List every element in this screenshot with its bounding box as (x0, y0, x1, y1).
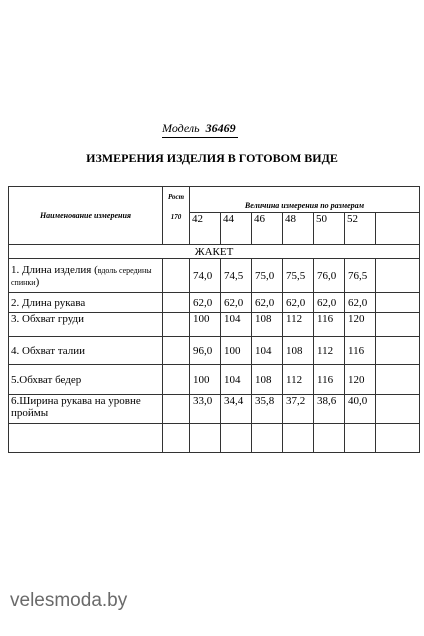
row-name-note: вдоль середины спинки (11, 265, 152, 287)
table-row (9, 313, 420, 337)
row-name: 2. Длина рукава (9, 293, 163, 313)
watermark: velesmoda.by (10, 590, 128, 611)
rost-cell (163, 259, 190, 293)
value-cell: 116 (314, 313, 345, 337)
rost-cell (163, 293, 190, 313)
rost-cell (163, 313, 190, 337)
size-cell: 46 (252, 213, 283, 245)
empty-cell (314, 424, 345, 453)
table-row (9, 337, 420, 365)
value-cell: 62,0 (221, 293, 252, 313)
size-cell: 50 (314, 213, 345, 245)
value-cell: 75,5 (283, 259, 314, 293)
size-cell: 42 (190, 213, 221, 245)
empty-cell (221, 424, 252, 453)
model-label (162, 121, 236, 136)
value-cell: 38,6 (314, 395, 345, 424)
value-cell: 112 (314, 337, 345, 365)
section-row (9, 245, 420, 259)
value-cell: 104 (221, 365, 252, 395)
row-name (9, 259, 163, 293)
value-cell: 108 (252, 313, 283, 337)
value-cell: 100 (190, 365, 221, 395)
empty-cell (376, 424, 420, 453)
row-name: 5.Обхват бедер (9, 365, 163, 395)
row-name: 6.Ширина рукава на уровне проймы (9, 395, 163, 424)
value-cell: 33,0 (190, 395, 221, 424)
value-cell: 100 (221, 337, 252, 365)
value-cell (376, 293, 420, 313)
empty-cell (190, 424, 221, 453)
value-cell: 74,0 (190, 259, 221, 293)
value-cell: 108 (252, 365, 283, 395)
table-row (9, 395, 420, 424)
value-cell: 108 (283, 337, 314, 365)
value-cell: 37,2 (283, 395, 314, 424)
empty-cell (9, 424, 163, 453)
header-rost-label: Рост (167, 193, 185, 201)
rost-cell (163, 395, 190, 424)
row-name-end: ) (35, 275, 40, 288)
value-cell: 74,5 (221, 259, 252, 293)
rost-cell (163, 365, 190, 395)
value-cell: 62,0 (314, 293, 345, 313)
size-cell: 48 (283, 213, 314, 245)
rost-cell (163, 337, 190, 365)
header-rost-value: 170 (170, 213, 182, 221)
empty-cell (163, 424, 190, 453)
header-row (9, 187, 420, 213)
value-cell: 75,0 (252, 259, 283, 293)
value-cell (376, 313, 420, 337)
value-cell: 120 (345, 313, 376, 337)
empty-cell (283, 424, 314, 453)
value-cell: 116 (314, 365, 345, 395)
empty-row (9, 424, 420, 453)
value-cell: 76,0 (314, 259, 345, 293)
header-rost-cell (163, 187, 190, 245)
table-row (9, 293, 420, 313)
value-cell (376, 337, 420, 365)
model-underline (162, 137, 238, 138)
section-label: ЖАКЕТ (9, 245, 420, 259)
value-cell: 40,0 (345, 395, 376, 424)
value-cell: 120 (345, 365, 376, 395)
value-cell (376, 395, 420, 424)
model-text: Модель (162, 121, 200, 135)
size-cell: 52 (345, 213, 376, 245)
value-cell: 116 (345, 337, 376, 365)
page-title: ИЗМЕРЕНИЯ ИЗДЕЛИЯ В ГОТОВОМ ВИДЕ (86, 151, 338, 165)
value-cell: 35,8 (252, 395, 283, 424)
row-name: 3. Обхват груди (9, 313, 163, 337)
value-cell: 112 (283, 365, 314, 395)
value-cell: 62,0 (345, 293, 376, 313)
empty-cell (252, 424, 283, 453)
header-name-cell: Наименование измерения (9, 187, 163, 245)
value-cell: 104 (221, 313, 252, 337)
value-cell: 62,0 (283, 293, 314, 313)
header-measure-cell: Величина измерения по размерам (190, 187, 420, 213)
value-cell: 104 (252, 337, 283, 365)
value-cell (376, 259, 420, 293)
table-row (9, 365, 420, 395)
value-cell: 100 (190, 313, 221, 337)
empty-cell (345, 424, 376, 453)
row-name-main: 1. Длина изделия ( (11, 263, 98, 276)
value-cell: 96,0 (190, 337, 221, 365)
size-cell: 44 (221, 213, 252, 245)
measurements-table (8, 186, 420, 453)
value-cell: 112 (283, 313, 314, 337)
value-cell: 76,5 (345, 259, 376, 293)
value-cell: 62,0 (190, 293, 221, 313)
value-cell: 34,4 (221, 395, 252, 424)
size-cell (376, 213, 420, 245)
table-row (9, 259, 420, 293)
row-name: 4. Обхват талии (9, 337, 163, 365)
value-cell (376, 365, 420, 395)
model-number: 36469 (205, 121, 236, 135)
value-cell: 62,0 (252, 293, 283, 313)
